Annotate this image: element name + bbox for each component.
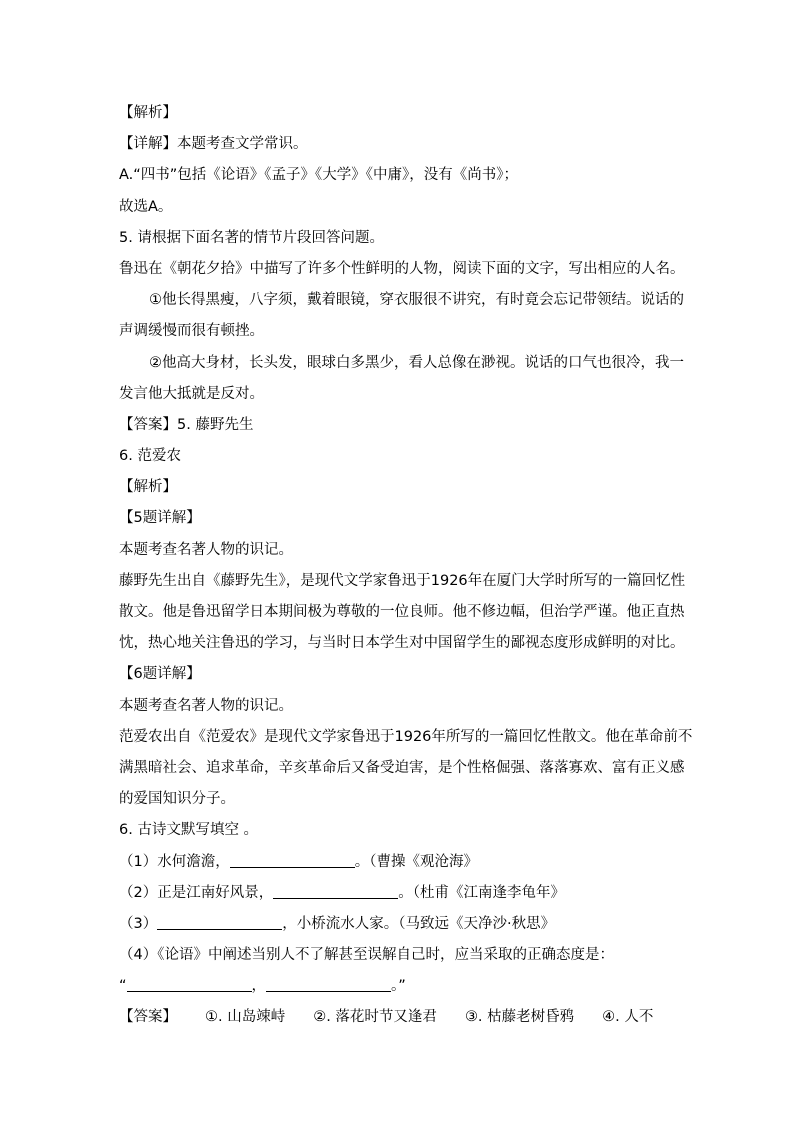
paragraph: A.“四书”包括《论语》《孟子》《大学》《中庸》，没有《尚书》；	[119, 167, 519, 184]
answer-line: 6. 范爱农	[119, 448, 181, 465]
fill-blank-1	[119, 847, 679, 878]
question-text: 。（曹操《观沧海》	[354, 853, 478, 870]
paragraph: 鲁迅在《朝花夕拾》中描写了许多个性鲜明的人物，阅读下面的文字，写出相应的人名。	[119, 260, 685, 277]
section-heading: 【6题详解】	[119, 666, 201, 683]
quote-open: “	[119, 978, 127, 995]
fill-blank-4: （4）《论语》中阐述当别人不了解甚至误解自己时，应当采取的正确态度是：	[119, 947, 614, 964]
paragraph: 的爱国知识分子。	[119, 791, 235, 808]
answer-item: ③. 枯藤老树昏鸦	[464, 1009, 575, 1026]
section-heading: 【5题详解】	[119, 510, 201, 527]
section-heading: 【解析】	[119, 105, 177, 121]
paragraph: ①他长得黑瘦，八字须，戴着眼镜，穿衣服很不讲究，有时竟会忘记带领结。说话的	[149, 292, 684, 309]
paragraph: 散文。他是鲁迅留学日本期间极为尊敬的一位良师。他不修边幅，但治学严谨。他正直热	[119, 604, 685, 620]
paragraph: 声调缓慢而很有顿挫。	[119, 323, 264, 340]
fill-blank-4-answer	[119, 971, 679, 1002]
paragraph: 本题考查名著人物的识记。	[119, 541, 293, 558]
answer-line	[119, 1002, 679, 1033]
paragraph: 满黑暗社会、追求革命，辛亥革命后又备受迫害，是个性格倔强、落落寡欢、富有正义感	[119, 759, 685, 776]
paragraph: 忱，热心地关注鲁迅的学习，与当时日本学生对中国留学生的鄙视态度形成鲜明的对比。	[119, 635, 685, 652]
blank-line	[230, 851, 355, 868]
question-title: 5. 请根据下面名著的情节片段回答问题。	[119, 229, 384, 246]
answer-item: ④. 人不	[602, 1009, 654, 1026]
question-text: （1）水何澹澹，	[119, 853, 230, 870]
comma: ，	[251, 978, 267, 995]
paragraph: 本题考查名著人物的识记。	[119, 697, 293, 714]
question-text: 。（杜甫《江南逢李龟年》	[398, 884, 565, 901]
blank-line	[266, 975, 391, 992]
blank-line	[157, 913, 282, 930]
paragraph: ②他高大身材，长头发，眼球白多黑少，看人总像在渺视。说话的口气也很冷，我一	[149, 354, 684, 371]
question-text: ，小桥流水人家。（马致远《天净沙·秋思》	[282, 915, 556, 932]
answer-line: 【答案】5. 藤野先生	[119, 416, 254, 433]
blank-line	[127, 975, 252, 992]
blank-line	[273, 882, 398, 899]
fill-blank-2	[119, 878, 679, 909]
question-text: （3）	[119, 915, 158, 932]
document-page	[119, 98, 693, 1034]
paragraph: 故选A。	[119, 198, 173, 215]
paragraph: 范爱农出自《范爱农》是现代文学家鲁迅于1926年所写的一篇回忆性散文。他在革命前不	[119, 728, 693, 745]
paragraph: 【详解】本题考查文学常识。	[119, 136, 308, 153]
question-text: （2）正是江南好风景，	[119, 884, 274, 901]
paragraph: 发言他大抵就是反对。	[119, 385, 264, 402]
question-title: 6. 古诗文默写填空 。	[119, 822, 259, 839]
answer-item: ①. 山岛竦峙	[205, 1009, 286, 1026]
quote-close: 。”	[391, 978, 406, 995]
fill-blank-3	[119, 909, 679, 940]
paragraph: 藤野先生出自《藤野先生》，是现代文学家鲁迅于1926年在厦门大学时所写的一篇回忆性	[119, 572, 686, 589]
answer-item: ②. 落花时节又逢君	[313, 1009, 437, 1026]
answer-label: 【答案】	[119, 1009, 177, 1026]
section-heading: 【解析】	[119, 479, 177, 496]
